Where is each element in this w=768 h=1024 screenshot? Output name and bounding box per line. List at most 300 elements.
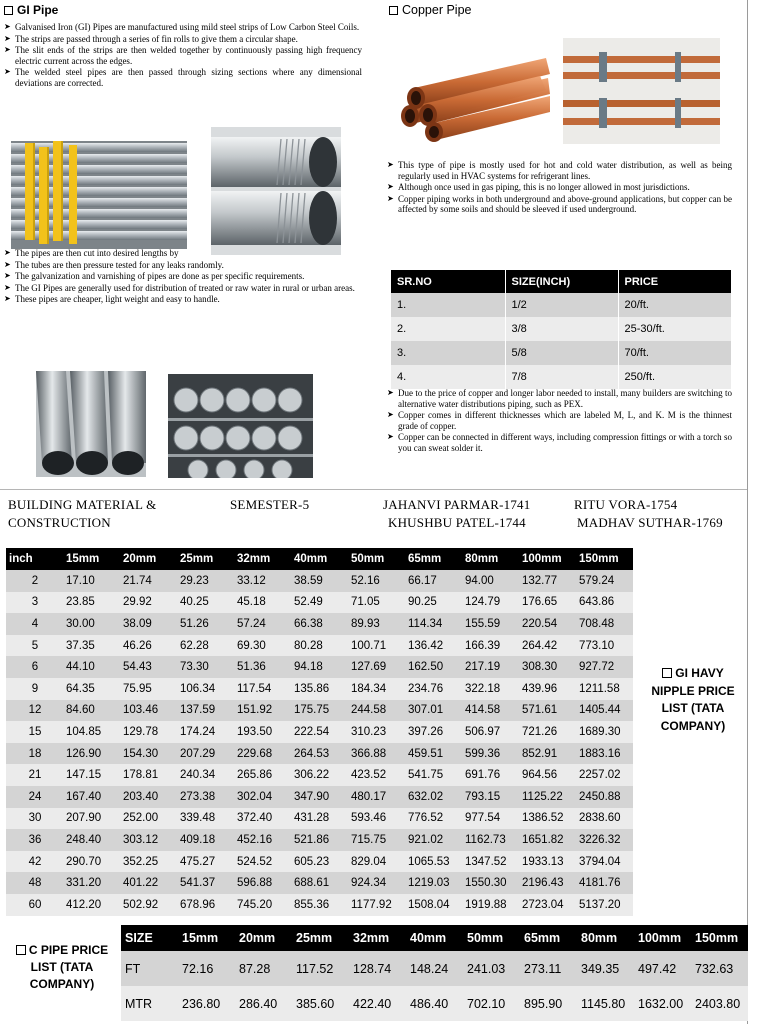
table-cell: 128.74 [349,951,406,986]
table-cell: 25-30/ft. [618,317,732,341]
table-row [391,317,732,341]
table-cell: 38.59 [291,570,348,592]
checkbox-icon [662,668,672,678]
column-header: 100mm [634,925,691,951]
table-cell: 18 [6,743,63,765]
table-cell: 162.50 [405,656,462,678]
table-row [391,341,732,365]
table-cell: 38.09 [120,613,177,635]
table-cell: 1405.44 [576,700,633,722]
list-item: ➤ The welded steel pipes are then passed through sizing sections where any dimensional deviations are corrected. [4,67,362,88]
table-cell: 129.78 [120,721,177,743]
c-pipe-label-text: C PIPE PRICE LIST (TATA COMPANY) [28,943,109,991]
c-pipe-price-table [121,925,748,1021]
table-row [391,293,732,317]
table-cell: 273.11 [520,951,577,986]
table-cell: 310.23 [348,721,405,743]
table-cell: 69.30 [234,635,291,657]
list-item: ➤ Copper can be connected in different ways, including compression fittings or with a torch so you can sweat solder it. [387,432,732,453]
semester-label: SEMESTER-5 [230,497,310,512]
table-cell: 1219.03 [405,872,462,894]
table-cell: 66.17 [405,570,462,592]
list-item: ➤ The pipes are then cut into desired lengths by [4,248,362,259]
table-cell: 475.27 [177,851,234,873]
table-cell: 372.40 [234,808,291,830]
table-cell: 248.40 [63,829,120,851]
column-header: 100mm [519,548,576,570]
table-cell: 3. [391,341,505,365]
table-cell: 977.54 [462,808,519,830]
table-cell: 64.35 [63,678,120,700]
table-cell: 732.63 [691,951,748,986]
table-cell: 117.54 [234,678,291,700]
table-cell: 1386.52 [519,808,576,830]
table-cell: 1/2 [505,293,618,317]
table-cell: 409.18 [177,829,234,851]
table-cell: 220.54 [519,613,576,635]
table-cell: 286.40 [235,986,292,1021]
table-cell: 36 [6,829,63,851]
copper-pipe-title: Copper Pipe [402,3,472,17]
author-name: KHUSHBU PATEL-1744 [388,515,526,530]
column-header: 40mm [406,925,463,951]
table-cell: 203.40 [120,786,177,808]
list-item: ➤ Although once used in gas piping, this is no longer allowed in most jurisdictions. [387,182,732,193]
table-cell: 2196.43 [519,872,576,894]
table-cell: 412.20 [63,894,120,916]
table-cell: 2450.88 [576,786,633,808]
table-cell: 397.26 [405,721,462,743]
table-cell: 40.25 [177,592,234,614]
table-cell: 57.24 [234,613,291,635]
table-cell: 401.22 [120,872,177,894]
copper-pipe-bullets-top [387,160,732,216]
section-divider [0,489,747,490]
checkbox-icon [16,945,26,955]
table-cell: 229.68 [234,743,291,765]
author-name: JAHANVI PARMAR-1741 [383,497,531,512]
table-cell: 48 [6,872,63,894]
table-cell: 234.76 [405,678,462,700]
table-cell: 12 [6,700,63,722]
table-cell: 89.93 [348,613,405,635]
table-cell: 175.75 [291,700,348,722]
column-header: 65mm [405,548,462,570]
table-cell: 104.85 [63,721,120,743]
gi-pipes-stack-photo [11,141,187,249]
list-item: ➤ The strips are passed through a series of fin rolls to give them a circular shape. [4,34,362,45]
table-cell: 439.96 [519,678,576,700]
table-cell: 124.79 [462,592,519,614]
column-header: 20mm [235,925,292,951]
list-item: ➤ The slit ends of the strips are then welded together by continuously passing high frequency electric current across the edges. [4,45,362,66]
table-cell: 964.56 [519,764,576,786]
table-cell: 1651.82 [519,829,576,851]
table-cell: 1125.22 [519,786,576,808]
table-cell: 222.54 [291,721,348,743]
column-header: 25mm [177,548,234,570]
table-header-row [6,548,633,570]
table-cell: 33.12 [234,570,291,592]
table-cell: 773.10 [576,635,633,657]
table-cell: 1508.04 [405,894,462,916]
table-cell: 42 [6,851,63,873]
table-row [6,570,633,592]
table-cell: 23.85 [63,592,120,614]
table-cell: 521.86 [291,829,348,851]
table-cell: 745.20 [234,894,291,916]
table-cell: 72.16 [178,951,235,986]
table-cell: 307.01 [405,700,462,722]
gi-nipple-label [646,665,740,735]
table-cell: 176.65 [519,592,576,614]
table-cell: 776.52 [405,808,462,830]
column-header: PRICE [618,270,732,293]
subject-line-2: CONSTRUCTION [8,515,111,530]
table-cell: 250/ft. [618,365,732,389]
column-header: 150mm [691,925,748,951]
table-cell: 306.22 [291,764,348,786]
column-header: SR.NO [391,270,505,293]
list-item: ➤ Due to the price of copper and longer labor needed to install, many builders are switching to alternative water distributions piping, such as PEX. [387,388,732,409]
column-header: 80mm [462,548,519,570]
table-cell: 3794.04 [576,851,633,873]
table-cell: 75.95 [120,678,177,700]
list-item: ➤ Copper comes in different thicknesses which are labeled M, L, and K. M is the thinnest grade of copper. [387,410,732,431]
table-cell: 147.15 [63,764,120,786]
table-cell: 127.69 [348,656,405,678]
table-cell: 793.15 [462,786,519,808]
table-cell: 166.39 [462,635,519,657]
table-cell: 37.35 [63,635,120,657]
table-cell: MTR [121,986,178,1021]
table-cell: 236.80 [178,986,235,1021]
table-cell: 579.24 [576,570,633,592]
table-cell: 423.52 [348,764,405,786]
table-cell: 66.38 [291,613,348,635]
table-cell: 46.26 [120,635,177,657]
list-item: ➤ The GI Pipes are generally used for distribution of treated or raw water in rural or urban areas. [4,283,362,294]
table-cell: 541.37 [177,872,234,894]
table-cell: 452.16 [234,829,291,851]
table-row [6,721,633,743]
table-row [6,613,633,635]
table-cell: 70/ft. [618,341,732,365]
table-cell: 3226.32 [576,829,633,851]
list-item: ➤ The tubes are then pressure tested for any leaks randomly. [4,260,362,271]
table-cell: 524.52 [234,851,291,873]
table-cell: 264.42 [519,635,576,657]
column-header: SIZE(INCH) [505,270,618,293]
table-cell: 643.86 [576,592,633,614]
table-cell: 352.25 [120,851,177,873]
list-item: ➤ The galvanization and varnishing of pipes are done as per specific requirements. [4,271,362,282]
gi-pipe-title: GI Pipe [17,3,59,17]
table-cell: 62.28 [177,635,234,657]
table-cell: 241.03 [463,951,520,986]
list-item: ➤ Galvanised Iron (GI) Pipes are manufactured using mild steel strips of Low Carbon Steel Coils. [4,22,362,33]
table-row [6,743,633,765]
table-cell: 174.24 [177,721,234,743]
table-cell: 252.00 [120,808,177,830]
table-cell: 322.18 [462,678,519,700]
copper-pipe-heading [389,3,472,17]
table-row [6,635,633,657]
table-row [6,851,633,873]
gi-nipple-label-text: GI HAVY NIPPLE PRICE LIST (TATA COMPANY) [651,666,735,733]
table-cell: 94.18 [291,656,348,678]
gi-pipe-bullets-bottom [4,248,362,306]
table-cell: 2257.02 [576,764,633,786]
table-cell: 596.88 [234,872,291,894]
copper-wall-pipes-photo [563,38,720,144]
table-header-row [391,270,732,293]
table-cell: 167.40 [63,786,120,808]
list-item: ➤ Copper piping works in both underground and above-ground applications, but copper can be affected by some soils and should be sleeved if used underground. [387,194,732,215]
table-cell: 136.42 [405,635,462,657]
column-header: 20mm [120,548,177,570]
table-cell: 178.81 [120,764,177,786]
table-row [6,786,633,808]
author-name: MADHAV SUTHAR-1769 [577,515,723,530]
table-cell: 303.12 [120,829,177,851]
table-cell: 29.23 [177,570,234,592]
table-cell: 486.40 [406,986,463,1021]
table-row [6,700,633,722]
column-header: 15mm [178,925,235,951]
column-header: 40mm [291,548,348,570]
column-header: 25mm [292,925,349,951]
list-item: ➤ This type of pipe is mostly used for hot and cold water distribution, as well as being regularly used in HVAC systems for refrigerant lines. [387,160,732,181]
table-cell: 927.72 [576,656,633,678]
table-cell: 126.90 [63,743,120,765]
table-cell: 349.35 [577,951,634,986]
table-cell: 829.04 [348,851,405,873]
table-cell: 331.20 [63,872,120,894]
column-header: inch [6,548,63,570]
table-cell: 290.70 [63,851,120,873]
table-row [391,365,732,389]
table-cell: 2838.60 [576,808,633,830]
table-cell: 339.48 [177,808,234,830]
table-cell: 385.60 [292,986,349,1021]
table-cell: 3 [6,592,63,614]
table-cell: 708.48 [576,613,633,635]
table-cell: 1065.53 [405,851,462,873]
table-cell: 21.74 [120,570,177,592]
column-header: 15mm [63,548,120,570]
table-cell: 21 [6,764,63,786]
subject-line-1: BUILDING MATERIAL & [8,497,157,512]
table-cell: 480.17 [348,786,405,808]
table-cell: 308.30 [519,656,576,678]
table-cell: 1689.30 [576,721,633,743]
table-cell: 20/ft. [618,293,732,317]
table-cell: 541.75 [405,764,462,786]
table-row [121,986,748,1021]
table-cell: 855.36 [291,894,348,916]
table-cell: 688.61 [291,872,348,894]
table-cell: 1919.88 [462,894,519,916]
table-cell: 721.26 [519,721,576,743]
table-cell: 459.51 [405,743,462,765]
table-cell: 5 [6,635,63,657]
table-cell: 366.88 [348,743,405,765]
table-cell: 51.36 [234,656,291,678]
table-cell: 852.91 [519,743,576,765]
table-cell: 1145.80 [577,986,634,1021]
table-cell: 1. [391,293,505,317]
table-cell: 2 [6,570,63,592]
table-cell: 148.24 [406,951,463,986]
table-row [6,829,633,851]
table-cell: 80.28 [291,635,348,657]
table-cell: 1883.16 [576,743,633,765]
table-cell: 678.96 [177,894,234,916]
table-cell: 135.86 [291,678,348,700]
column-header: 50mm [348,548,405,570]
table-cell: 114.34 [405,613,462,635]
table-cell: 106.34 [177,678,234,700]
table-cell: 632.02 [405,786,462,808]
table-cell: 45.18 [234,592,291,614]
table-cell: 1162.73 [462,829,519,851]
table-row [6,678,633,700]
table-cell: 264.53 [291,743,348,765]
table-header-row [121,925,748,951]
column-header: 32mm [349,925,406,951]
column-header: SIZE [121,925,178,951]
table-cell: 240.34 [177,764,234,786]
table-cell: 273.38 [177,786,234,808]
table-cell: 1550.30 [462,872,519,894]
table-cell: 599.36 [462,743,519,765]
table-cell: 217.19 [462,656,519,678]
table-cell: 5/8 [505,341,618,365]
table-cell: 54.43 [120,656,177,678]
table-cell: 1211.58 [576,678,633,700]
table-cell: 702.10 [463,986,520,1021]
table-cell: FT [121,951,178,986]
copper-pipe-bullets-bottom [387,388,732,454]
table-cell: 15 [6,721,63,743]
table-cell: 3/8 [505,317,618,341]
column-header: 50mm [463,925,520,951]
table-cell: 151.92 [234,700,291,722]
table-row [6,656,633,678]
column-header: 65mm [520,925,577,951]
copper-tubes-photo [400,54,550,144]
table-cell: 921.02 [405,829,462,851]
table-cell: 87.28 [235,951,292,986]
table-cell: 154.30 [120,743,177,765]
table-row [6,764,633,786]
table-cell: 2. [391,317,505,341]
table-cell: 605.23 [291,851,348,873]
table-cell: 7/8 [505,365,618,389]
table-cell: 502.92 [120,894,177,916]
table-cell: 431.28 [291,808,348,830]
table-cell: 44.10 [63,656,120,678]
table-cell: 2403.80 [691,986,748,1021]
table-cell: 117.52 [292,951,349,986]
table-cell: 1177.92 [348,894,405,916]
list-item: ➤ These pipes are cheaper, light weight and easy to handle. [4,294,362,305]
table-cell: 94.00 [462,570,519,592]
table-cell: 103.46 [120,700,177,722]
author-name: RITU VORA-1754 [574,497,678,512]
table-cell: 244.58 [348,700,405,722]
table-cell: 207.29 [177,743,234,765]
table-cell: 265.86 [234,764,291,786]
gi-nipple-price-table [6,548,633,916]
table-row [121,951,748,986]
table-cell: 302.04 [234,786,291,808]
table-cell: 924.34 [348,872,405,894]
table-cell: 30 [6,808,63,830]
table-cell: 155.59 [462,613,519,635]
table-row [6,872,633,894]
table-cell: 4. [391,365,505,389]
gi-threaded-pipe-photo [211,127,341,255]
table-cell: 4181.76 [576,872,633,894]
table-cell: 422.40 [349,986,406,1021]
table-cell: 895.90 [520,986,577,1021]
table-cell: 2723.04 [519,894,576,916]
table-cell: 52.16 [348,570,405,592]
table-cell: 51.26 [177,613,234,635]
checkbox-icon [4,6,13,15]
table-cell: 691.76 [462,764,519,786]
table-cell: 193.50 [234,721,291,743]
table-cell: 571.61 [519,700,576,722]
column-header: 150mm [576,548,633,570]
table-cell: 60 [6,894,63,916]
table-cell: 84.60 [63,700,120,722]
column-header: 80mm [577,925,634,951]
gi-pipe-heading [4,3,58,17]
table-row [6,592,633,614]
table-cell: 71.05 [348,592,405,614]
copper-price-table [391,270,732,389]
table-cell: 30.00 [63,613,120,635]
table-cell: 1632.00 [634,986,691,1021]
table-cell: 184.34 [348,678,405,700]
table-cell: 17.10 [63,570,120,592]
table-cell: 9 [6,678,63,700]
table-cell: 6 [6,656,63,678]
table-cell: 506.97 [462,721,519,743]
table-cell: 1933.13 [519,851,576,873]
table-cell: 73.30 [177,656,234,678]
table-cell: 414.58 [462,700,519,722]
table-cell: 5137.20 [576,894,633,916]
table-cell: 593.46 [348,808,405,830]
table-cell: 52.49 [291,592,348,614]
table-cell: 4 [6,613,63,635]
column-header: 32mm [234,548,291,570]
gi-large-pipes-photo [36,371,146,477]
table-cell: 715.75 [348,829,405,851]
table-cell: 497.42 [634,951,691,986]
table-cell: 24 [6,786,63,808]
table-cell: 29.92 [120,592,177,614]
table-row [6,894,633,916]
table-cell: 207.90 [63,808,120,830]
table-cell: 137.59 [177,700,234,722]
table-cell: 1347.52 [462,851,519,873]
right-margin-rule [747,0,748,1024]
